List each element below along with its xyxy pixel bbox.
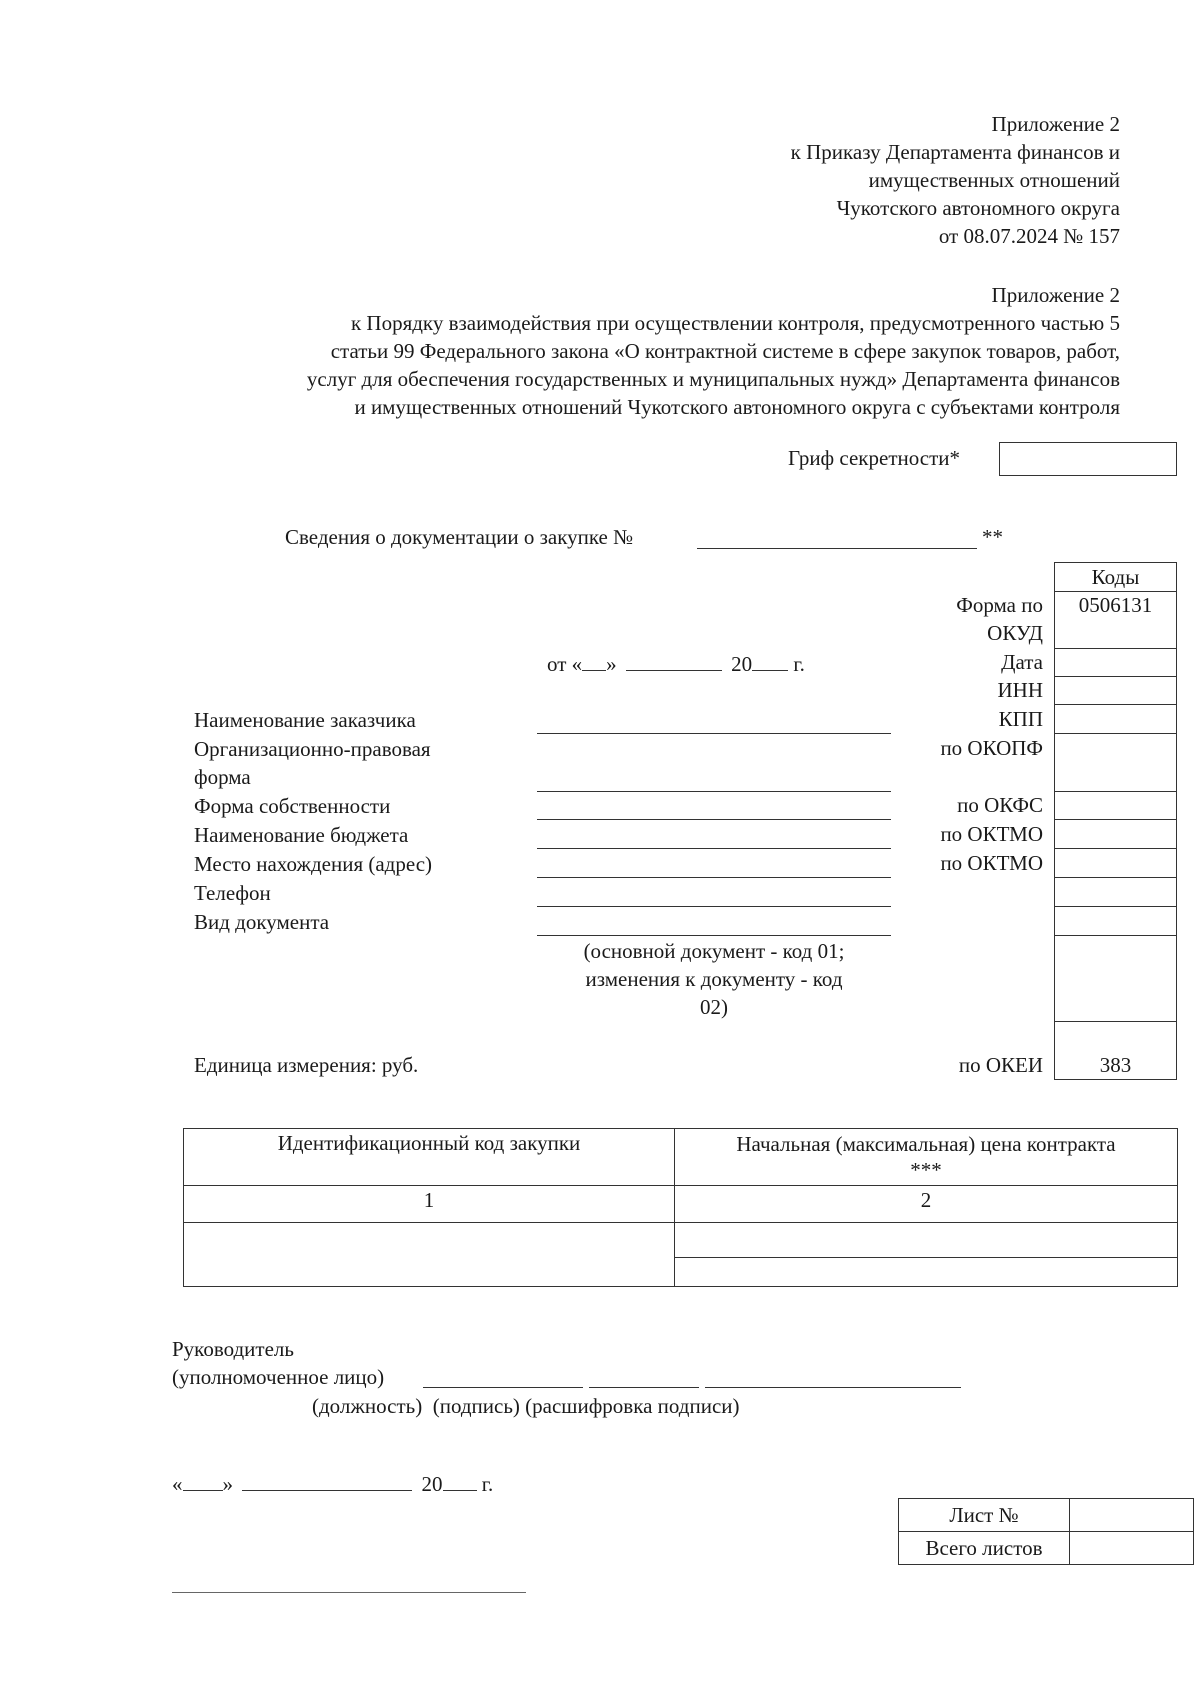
title-text: Сведения о документации о закупке №	[285, 525, 634, 549]
okei-value: 383	[1099, 1053, 1132, 1077]
sheet-no-label-cell	[899, 1499, 1070, 1532]
document-title	[285, 523, 633, 551]
sig-date-open: «	[172, 1472, 183, 1496]
unit-label: Единица измерения: руб.	[194, 1053, 419, 1077]
code-cell-oktmo-2[interactable]	[1054, 848, 1177, 878]
code-cell-okud[interactable]	[1054, 591, 1177, 649]
address-input[interactable]	[537, 877, 891, 878]
field-phone-label: Телефон	[194, 881, 271, 905]
code-cell-oktmo-1[interactable]	[1054, 819, 1177, 849]
doc-type-note	[537, 937, 891, 1021]
col2-header-line-1: Начальная (максимальная) цена контракта	[736, 1132, 1116, 1156]
sheet-row-1	[899, 1499, 1194, 1532]
table-number-col-1	[184, 1186, 675, 1223]
approval-2-line-3: статьи 99 Федерального закона «О контрактной системе в сфере закупок товаров, работ,	[330, 339, 1120, 363]
label-oktmo-2: по ОКТМО	[940, 851, 1043, 875]
customer-input[interactable]	[537, 733, 891, 734]
sheet-total-value[interactable]	[1070, 1532, 1194, 1565]
approval-block-2	[150, 281, 1120, 421]
secrecy-field[interactable]	[999, 442, 1177, 476]
sheet-row-2	[899, 1532, 1194, 1565]
approval-block-1	[600, 110, 1120, 250]
approval-2-line-2: к Порядку взаимодействия при осуществлении контроля, предусмотренного частью 5	[350, 311, 1120, 335]
code-cell-date[interactable]	[1054, 648, 1177, 677]
table-row	[184, 1223, 1178, 1258]
purchase-code-cell[interactable]	[184, 1223, 675, 1287]
code-cell-okfs[interactable]	[1054, 791, 1177, 820]
label-okfs: по ОКФС	[957, 793, 1043, 817]
date-prefix: от «	[547, 652, 583, 676]
sig-year-field[interactable]	[443, 1472, 477, 1491]
purchase-number-field[interactable]	[697, 548, 977, 549]
sig-month-field[interactable]	[242, 1472, 412, 1491]
date-year-suffix: г.	[793, 652, 805, 676]
table-header-col-2	[675, 1129, 1178, 1186]
head-label-2: (уполномоченное лицо)	[172, 1365, 385, 1389]
sig-date-close: »	[222, 1472, 233, 1496]
label-okei: по ОКЕИ	[958, 1053, 1043, 1077]
price-cell-1[interactable]	[675, 1223, 1178, 1258]
signature-date	[172, 1470, 493, 1498]
okud-value: 0506131	[1078, 593, 1153, 617]
sheet-total-label: Всего листов	[925, 1535, 1043, 1560]
code-cell-doc-note[interactable]	[1054, 935, 1177, 1022]
approval-1-line-2: к Приказу Департамента финансов и	[790, 140, 1120, 164]
approval-1-line-3: имущественных отношений	[868, 168, 1120, 192]
label-oktmo-1: по ОКТМО	[940, 822, 1043, 846]
sheet-no-label: Лист №	[949, 1502, 1019, 1527]
date-line	[547, 650, 805, 678]
label-inn: ИНН	[997, 678, 1043, 702]
col2-header-line-2: ***	[910, 1158, 942, 1182]
phone-input[interactable]	[537, 906, 891, 907]
secrecy-label: Гриф секретности*	[788, 446, 961, 470]
code-cell-kpp[interactable]	[1054, 704, 1177, 734]
ownership-input[interactable]	[537, 819, 891, 820]
sig-year-suffix: г.	[481, 1472, 494, 1496]
table-header-col-1	[184, 1129, 675, 1186]
label-data: Дата	[1001, 650, 1043, 674]
col1-header: Идентификационный код закупки	[277, 1131, 581, 1155]
signature-captions: (должность) (подпись) (расшифровка подписи)	[312, 1394, 740, 1418]
table-number-row	[184, 1186, 1178, 1223]
sheet-table	[898, 1498, 1194, 1565]
field-ownership-label: Форма собственности	[194, 794, 391, 818]
title-suffix: **	[982, 525, 1003, 549]
doc-type-note-line-1: (основной документ - код 01;	[583, 939, 845, 963]
date-year-prefix: 20	[731, 652, 753, 676]
field-legal-form-label-2: форма	[194, 765, 251, 789]
code-cell-inn[interactable]	[1054, 676, 1177, 705]
sheet-no-value[interactable]	[1070, 1499, 1194, 1532]
codes-header-cell	[1054, 562, 1177, 592]
purchase-table	[183, 1128, 1178, 1287]
approval-1-line-5: от 08.07.2024 № 157	[938, 224, 1120, 248]
field-address-label: Место нахождения (адрес)	[194, 852, 433, 876]
footnote-separator	[172, 1592, 526, 1593]
table-number-col-2	[675, 1186, 1178, 1223]
doc-type-input[interactable]	[537, 935, 891, 936]
approval-2-line-5: и имущественных отношений Чукотского автономного округа с субъектами контроля	[354, 395, 1120, 419]
budget-input[interactable]	[537, 848, 891, 849]
field-customer-label: Наименование заказчика	[194, 708, 416, 732]
doc-type-note-line-2: изменения к документу - код	[585, 967, 843, 991]
name-decoding-input[interactable]	[705, 1387, 961, 1388]
sheet-total-label-cell	[899, 1532, 1070, 1565]
position-input[interactable]	[423, 1387, 583, 1388]
code-cell-okopf[interactable]	[1054, 733, 1177, 792]
approval-2-line-4: услуг для обеспечения государственных и муниципальных нужд» Департамента финансов	[306, 367, 1120, 391]
label-forma-po: Форма по	[956, 593, 1043, 617]
approval-2-line-1: Приложение 2	[991, 283, 1120, 307]
field-budget-label: Наименование бюджета	[194, 823, 409, 847]
approval-1-line-4: Чукотского автономного округа	[836, 196, 1120, 220]
sig-day-field[interactable]	[183, 1472, 223, 1491]
doc-type-note-line-3: 02)	[700, 995, 728, 1019]
date-quote-close: »	[606, 652, 617, 676]
day-field[interactable]	[582, 652, 606, 671]
price-cell-2[interactable]	[675, 1257, 1178, 1286]
field-doc-type-label: Вид документа	[194, 910, 330, 934]
code-cell-phone[interactable]	[1054, 877, 1177, 907]
approval-1-line-1: Приложение 2	[991, 112, 1120, 136]
sig-year-prefix: 20	[421, 1472, 443, 1496]
codes-header: Коды	[1091, 565, 1140, 589]
label-okopf: по ОКОПФ	[940, 736, 1043, 760]
code-cell-doc-type[interactable]	[1054, 906, 1177, 936]
field-legal-form-label-1: Организационно-правовая	[194, 737, 431, 761]
col2-number: 2	[920, 1188, 932, 1212]
head-label-1: Руководитель	[172, 1337, 294, 1361]
col1-number: 1	[423, 1188, 435, 1212]
year-field[interactable]	[752, 652, 788, 671]
signature-input[interactable]	[589, 1387, 699, 1388]
table-header-row	[184, 1129, 1178, 1186]
code-cell-okei[interactable]	[1054, 1021, 1177, 1080]
month-field[interactable]	[626, 652, 722, 671]
label-okud: ОКУД	[987, 621, 1043, 645]
legal-form-input[interactable]	[537, 791, 891, 792]
label-kpp: КПП	[998, 707, 1043, 731]
